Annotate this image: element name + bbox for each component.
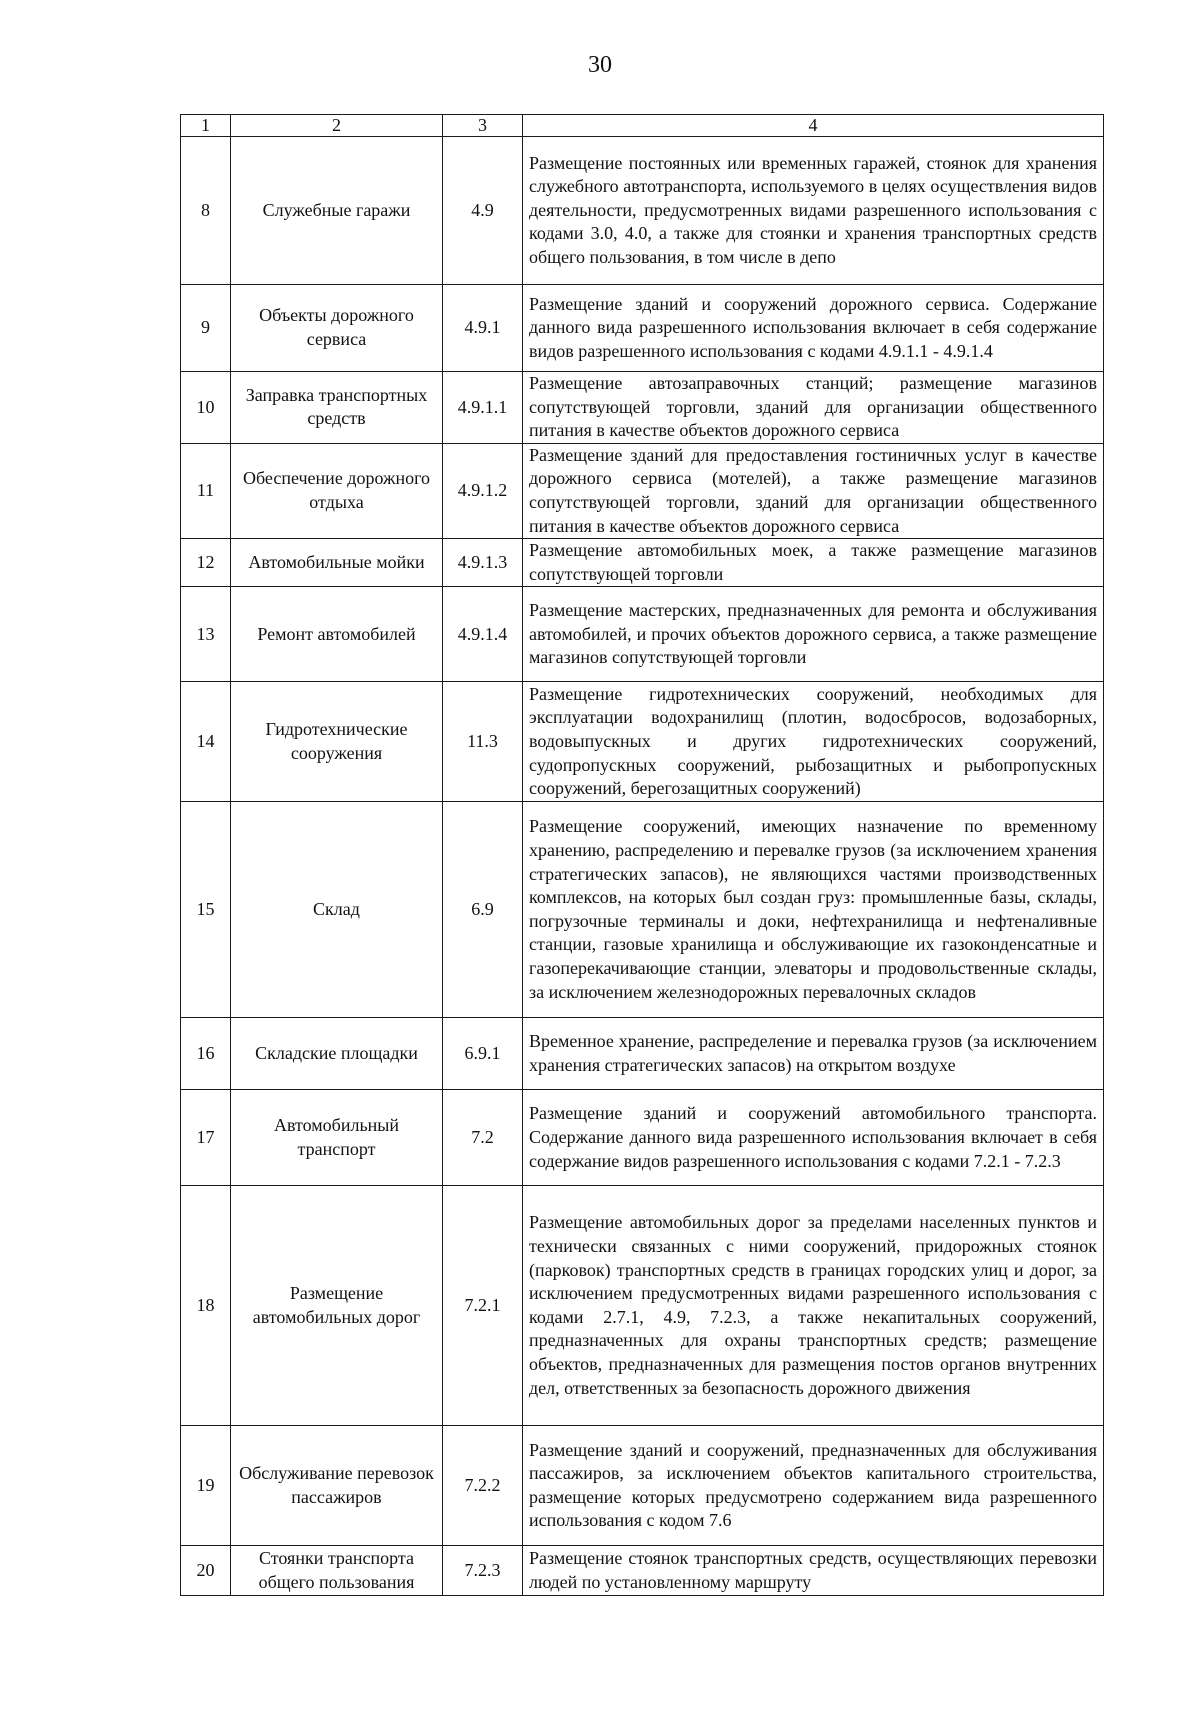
row-name: Обслуживание перевозок пассажиров xyxy=(231,1426,443,1546)
table-row xyxy=(181,1018,1104,1090)
table-row xyxy=(181,137,1104,285)
row-code: 11.3 xyxy=(443,682,523,802)
row-number: 19 xyxy=(181,1426,231,1546)
header-col-1: 1 xyxy=(181,115,231,137)
table-row xyxy=(181,539,1104,587)
row-number: 16 xyxy=(181,1018,231,1090)
row-name: Объекты дорожного сервиса xyxy=(231,285,443,372)
row-code: 4.9.1.2 xyxy=(443,443,523,538)
row-name: Заправка транспортных средств xyxy=(231,372,443,444)
row-description: Размещение мастерских, предназначенных для ремонта и обслуживания автомобилей, и прочих объектов дорожного сервиса, а также размещение магазинов сопутствующей торговли xyxy=(523,587,1104,682)
row-code: 4.9.1.3 xyxy=(443,539,523,587)
row-code: 6.9.1 xyxy=(443,1018,523,1090)
row-number: 15 xyxy=(181,802,231,1018)
row-description: Размещение зданий и сооружений, предназначенных для обслуживания пассажиров, за исключением объектов капитального строительства, размещение которых предусмотрено содержанием вида разрешенного использования с кодом 7.6 xyxy=(523,1426,1104,1546)
row-name: Автомобильные мойки xyxy=(231,539,443,587)
row-code: 7.2.2 xyxy=(443,1426,523,1546)
header-col-4: 4 xyxy=(523,115,1104,137)
row-name: Складские площадки xyxy=(231,1018,443,1090)
table-row xyxy=(181,372,1104,444)
row-name: Склад xyxy=(231,802,443,1018)
row-name: Размещение автомобильных дорог xyxy=(231,1186,443,1426)
row-description: Размещение сооружений, имеющих назначение по временному хранению, распределению и перевалке грузов (за исключением хранения стратегических запасов), не являющихся частями производственных комплексов, на которых был создан груз: промышленные базы, склады, погрузочные терминалы и доки, нефтехранилища и нефтеналивные станции, газовые хранилища и обслуживающие их газоконденсатные и газоперекачивающие станции, элеваторы и продовольственные склады, за исключением железнодорожных перевалочных складов xyxy=(523,802,1104,1018)
row-number: 9 xyxy=(181,285,231,372)
table-header xyxy=(181,115,1104,137)
row-description: Размещение зданий и сооружений автомобильного транспорта. Содержание данного вида разрешенного использования включает в себя содержание видов разрешенного использования с кодами 7.2.1 - 7.2.3 xyxy=(523,1090,1104,1186)
row-number: 10 xyxy=(181,372,231,444)
row-description: Размещение зданий и сооружений дорожного сервиса. Содержание данного вида разрешенного использования включает в себя содержание видов разрешенного использования с кодами 4.9.1.1 - 4.9.1.4 xyxy=(523,285,1104,372)
table-row xyxy=(181,802,1104,1018)
row-code: 7.2.3 xyxy=(443,1546,523,1596)
row-name: Автомобильный транспорт xyxy=(231,1090,443,1186)
row-code: 7.2.1 xyxy=(443,1186,523,1426)
row-description: Размещение постоянных или временных гаражей, стоянок для хранения служебного автотранспорта, используемого в целях осуществления видов деятельности, предусмотренных видами разрешенного использования с кодами 3.0, 4.0, а также для стоянки и хранения транспортных средств общего пользования, в том числе в депо xyxy=(523,137,1104,285)
row-code: 4.9.1.1 xyxy=(443,372,523,444)
row-number: 13 xyxy=(181,587,231,682)
row-description: Размещение гидротехнических сооружений, необходимых для эксплуатации водохранилищ (плотин, водосбросов, водозаборных, водовыпускных и других гидротехнических сооружений, судопропускных сооружений, рыбозащитных и рыбопропускных сооружений, берегозащитных сооружений) xyxy=(523,682,1104,802)
row-code: 4.9.1.4 xyxy=(443,587,523,682)
row-code: 7.2 xyxy=(443,1090,523,1186)
table-row xyxy=(181,285,1104,372)
row-number: 12 xyxy=(181,539,231,587)
row-name: Ремонт автомобилей xyxy=(231,587,443,682)
row-description: Размещение зданий для предоставления гостиничных услуг в качестве дорожного сервиса (мотелей), а также размещение магазинов сопутствующей торговли, зданий для организации общественного питания в качестве объектов дорожного сервиса xyxy=(523,443,1104,538)
table-row xyxy=(181,1090,1104,1186)
row-code: 4.9.1 xyxy=(443,285,523,372)
table-row xyxy=(181,443,1104,538)
row-name: Служебные гаражи xyxy=(231,137,443,285)
row-name: Обеспечение дорожного отдыха xyxy=(231,443,443,538)
row-code: 6.9 xyxy=(443,802,523,1018)
table-row xyxy=(181,1186,1104,1426)
table-row xyxy=(181,1546,1104,1596)
row-number: 18 xyxy=(181,1186,231,1426)
row-description: Размещение автомобильных моек, а также размещение магазинов сопутствующей торговли xyxy=(523,539,1104,587)
row-name: Стоянки транспорта общего пользования xyxy=(231,1546,443,1596)
table-row xyxy=(181,682,1104,802)
header-row xyxy=(181,115,1104,137)
row-description: Размещение автозаправочных станций; размещение магазинов сопутствующей торговли, зданий для организации общественного питания в качестве объектов дорожного сервиса xyxy=(523,372,1104,444)
row-number: 17 xyxy=(181,1090,231,1186)
row-description: Размещение стоянок транспортных средств, осуществляющих перевозки людей по установленному маршруту xyxy=(523,1546,1104,1596)
row-number: 11 xyxy=(181,443,231,538)
row-number: 8 xyxy=(181,137,231,285)
table-body xyxy=(181,137,1104,1596)
land-use-table xyxy=(180,114,1104,1596)
table-row xyxy=(181,1426,1104,1546)
header-col-2: 2 xyxy=(231,115,443,137)
page-number: 30 xyxy=(588,52,612,78)
row-number: 20 xyxy=(181,1546,231,1596)
table-row xyxy=(181,587,1104,682)
row-code: 4.9 xyxy=(443,137,523,285)
row-name: Гидротехнические сооружения xyxy=(231,682,443,802)
row-description: Временное хранение, распределение и перевалка грузов (за исключением хранения стратегических запасов) на открытом воздухе xyxy=(523,1018,1104,1090)
row-description: Размещение автомобильных дорог за пределами населенных пунктов и технически связанных с ними сооружений, придорожных стоянок (парковок) транспортных средств в границах городских улиц и дорог, за исключением предусмотренных видами разрешенного использования с кодами 2.7.1, 4.9, 7.2.3, а также некапитальных сооружений, предназначенных для охраны транспортных средств; размещение объектов, предназначенных для размещения постов органов внутренних дел, ответственных за безопасность дорожного движения xyxy=(523,1186,1104,1426)
header-col-3: 3 xyxy=(443,115,523,137)
row-number: 14 xyxy=(181,682,231,802)
